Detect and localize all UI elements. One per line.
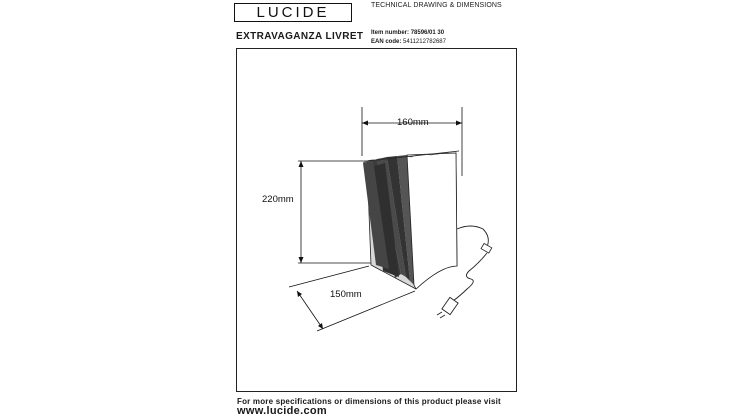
arrowhead: [456, 121, 462, 126]
arrowhead: [297, 291, 302, 297]
footer-note: For more specifications or dimensions of this product please visit: [237, 397, 501, 406]
arrowhead: [299, 257, 304, 263]
ean-label: EAN code:: [371, 38, 402, 45]
technical-drawing: [237, 49, 518, 393]
product-meta: [371, 29, 446, 46]
item-number-label: Item number:: [371, 30, 410, 36]
arrowhead: [362, 121, 368, 126]
depth-label: 150mm: [330, 289, 362, 300]
width-label: 160mm: [397, 117, 429, 128]
arrowhead: [318, 323, 323, 329]
book-lamp-illustration: [363, 151, 492, 318]
item-number-row: [371, 29, 446, 38]
ean-row: [371, 38, 446, 47]
brand-logo: LUCIDE: [234, 3, 352, 22]
product-name: EXTRAVAGANZA LIVRET: [236, 31, 364, 42]
arrowhead: [299, 161, 304, 167]
drawing-frame: [236, 48, 517, 392]
depth-extension-back: [289, 266, 369, 287]
item-number-value: 78596/01 30: [410, 30, 445, 36]
height-label: 220mm: [262, 194, 294, 205]
ean-value: 5411212782687: [403, 38, 446, 45]
depth-dimension-line: [297, 291, 323, 329]
website-link[interactable]: www.lucide.com: [237, 405, 327, 417]
document-type: TECHNICAL DRAWING & DIMENSIONS: [371, 2, 502, 9]
